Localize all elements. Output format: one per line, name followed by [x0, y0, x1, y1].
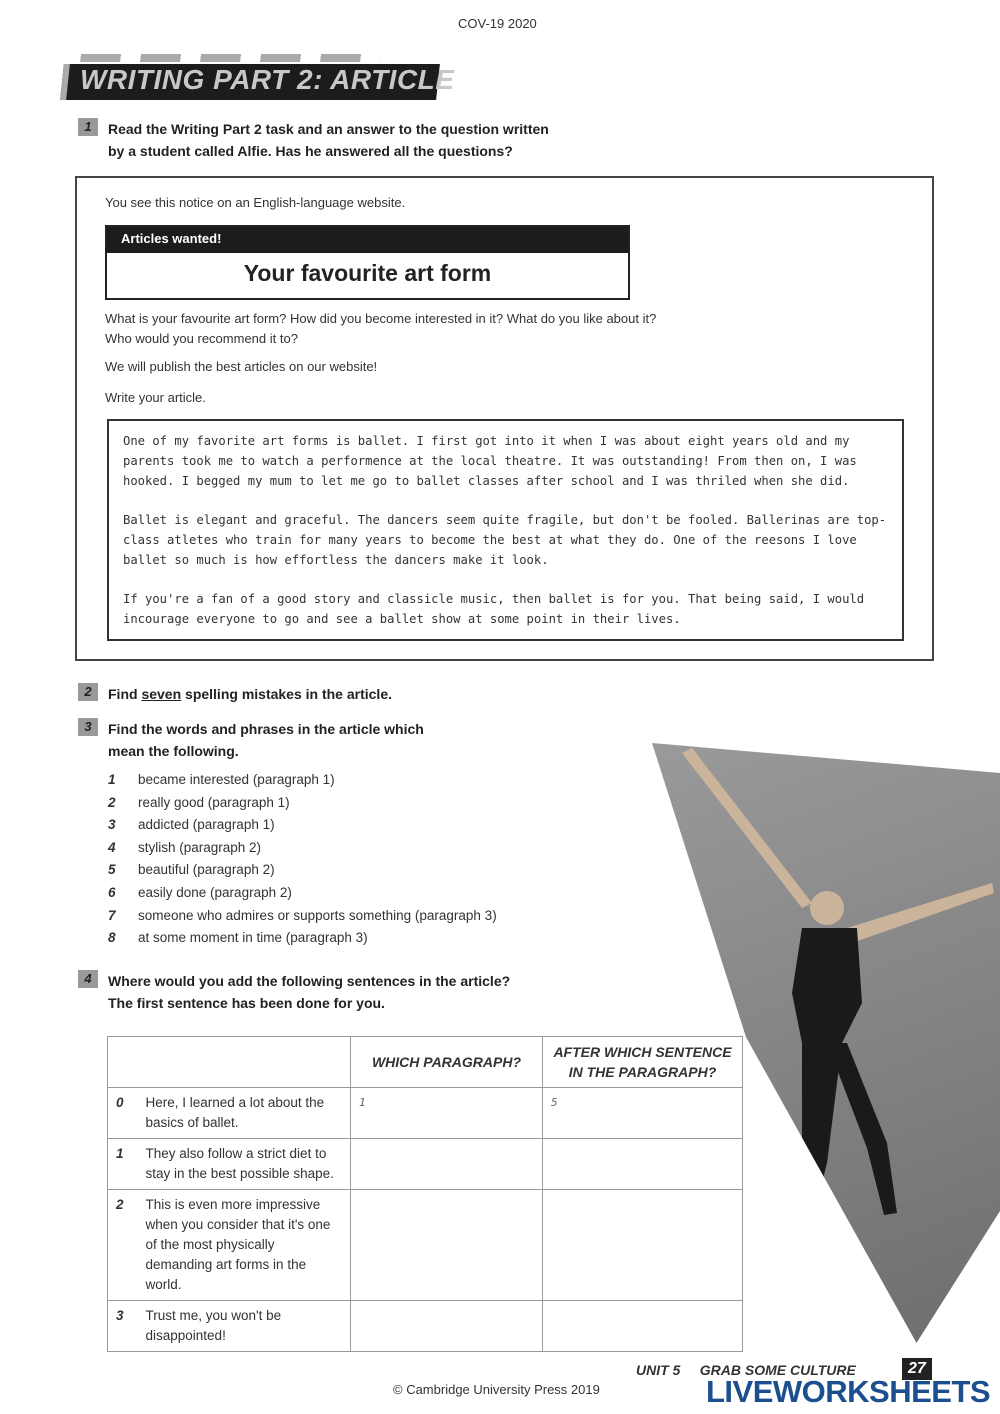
article-paragraph: Ballet is elegant and graceful. The dancers seem quite fragile, but don't be fooled. Ballerinas are top-class atletes who train for many years to become the best at what they do. One of the reesons I love ballet so much is how effortless the dancers make it look. — [123, 513, 887, 567]
task-question: What is your favourite art form? How did you become interested in it? What do you like about it? — [105, 311, 657, 326]
sentence-answer[interactable] — [543, 1190, 743, 1301]
article-paragraph: One of my favorite art forms is ballet. I first got into it when I was about eight years old and my parents took me to watch a performence at the local theatre. It was outstanding! From then on, I was hooked. I begged my mum to let me go to ballet classes after school and I was thriled when she did. — [123, 434, 857, 488]
list-item: 6 easily done (paragraph 2) — [108, 884, 292, 900]
instruction: Find — [108, 686, 142, 702]
instruction: Read the Writing Part 2 task and an answer to the question written — [108, 121, 549, 137]
liveworksheets-logo[interactable]: LIVEWORKSHEETS — [706, 1374, 991, 1409]
table-row: 1 They also follow a strict diet to stay in the best possible shape. — [108, 1139, 743, 1190]
list-item: 3 addicted (paragraph 1) — [108, 817, 275, 833]
header-code: COV-19 2020 — [458, 16, 537, 31]
unit-title: GRAB SOME CULTURE — [699, 1362, 856, 1378]
publish-text: We will publish the best articles on our website! — [105, 359, 378, 374]
unit-label: UNIT 5 GRAB SOME CULTURE — [636, 1362, 856, 1378]
task-question: Who would you recommend it to? — [105, 331, 298, 346]
page-title: WRITING PART 2: ARTICLE — [80, 64, 455, 95]
column-header: AFTER WHICH SENTENCE IN THE PARAGRAPH? — [543, 1037, 743, 1088]
sentence-answer[interactable] — [543, 1301, 743, 1352]
instruction-emphasis: seven — [141, 686, 182, 702]
notice-banner — [105, 225, 630, 300]
exercise-number: 2 — [78, 683, 98, 701]
copyright: © Cambridge University Press 2019 — [393, 1382, 600, 1397]
column-header: WHICH PARAGRAPH? — [351, 1037, 543, 1088]
banner-heading: Articles wanted! — [107, 227, 628, 253]
exercise-1 — [78, 118, 549, 162]
list-item: 5 beautiful (paragraph 2) — [108, 862, 275, 878]
instruction: mean the following. — [108, 743, 239, 759]
definition-list — [108, 772, 497, 953]
paragraph-answer[interactable]: 1 — [351, 1088, 543, 1139]
exercise-2 — [78, 683, 392, 705]
notice-text: You see this notice on an English-language website. — [105, 195, 406, 210]
instruction: Where would you add the following sentences in the article? — [108, 973, 511, 989]
list-item: 1 became interested (paragraph 1) — [108, 772, 335, 787]
list-item: 8 at some moment in time (paragraph 3) — [108, 930, 368, 946]
list-item: 2 really good (paragraph 1) — [108, 794, 290, 810]
student-article — [107, 419, 904, 641]
table-row: 0 Here, I learned a lot about the basics of ballet. 1 5 — [108, 1088, 743, 1139]
exercise-3 — [78, 718, 424, 762]
paragraph-answer[interactable] — [351, 1139, 543, 1190]
instruction: The first sentence has been done for you. — [108, 995, 385, 1011]
instruction: by a student called Alfie. Has he answered all the questions? — [108, 143, 513, 159]
exercise-number: 3 — [78, 718, 98, 736]
sentence-answer[interactable]: 5 — [543, 1088, 743, 1139]
sentence-answer[interactable] — [543, 1139, 743, 1190]
paragraph-answer[interactable] — [351, 1190, 543, 1301]
paragraph-answer[interactable] — [351, 1301, 543, 1352]
exercise-number: 1 — [78, 118, 98, 136]
article-paragraph: If you're a fan of a good story and classicle music, then ballet is for you. That being said, I would incourage everyone to go and see a ballet show at some point in their lives. — [123, 592, 865, 626]
answer-table — [107, 1036, 743, 1352]
instruction: spelling mistakes in the article. — [181, 686, 392, 702]
page-number: 27 — [902, 1358, 932, 1380]
write-text: Write your article. — [105, 390, 206, 405]
exercise-number: 4 — [78, 970, 98, 988]
instruction: Find the words and phrases in the article which — [108, 721, 424, 737]
list-item: 4 stylish (paragraph 2) — [108, 839, 262, 855]
table-row: 3 Trust me, you won't be disappointed! — [108, 1301, 743, 1352]
exercise-4 — [78, 970, 510, 1014]
table-row: 2 This is even more impressive when you consider that it's one of the most physically demanding art forms in the world. — [108, 1190, 743, 1301]
list-item: 7 someone who admires or supports something (paragraph 3) — [108, 907, 497, 923]
banner-title: Your favourite art form — [243, 260, 492, 286]
